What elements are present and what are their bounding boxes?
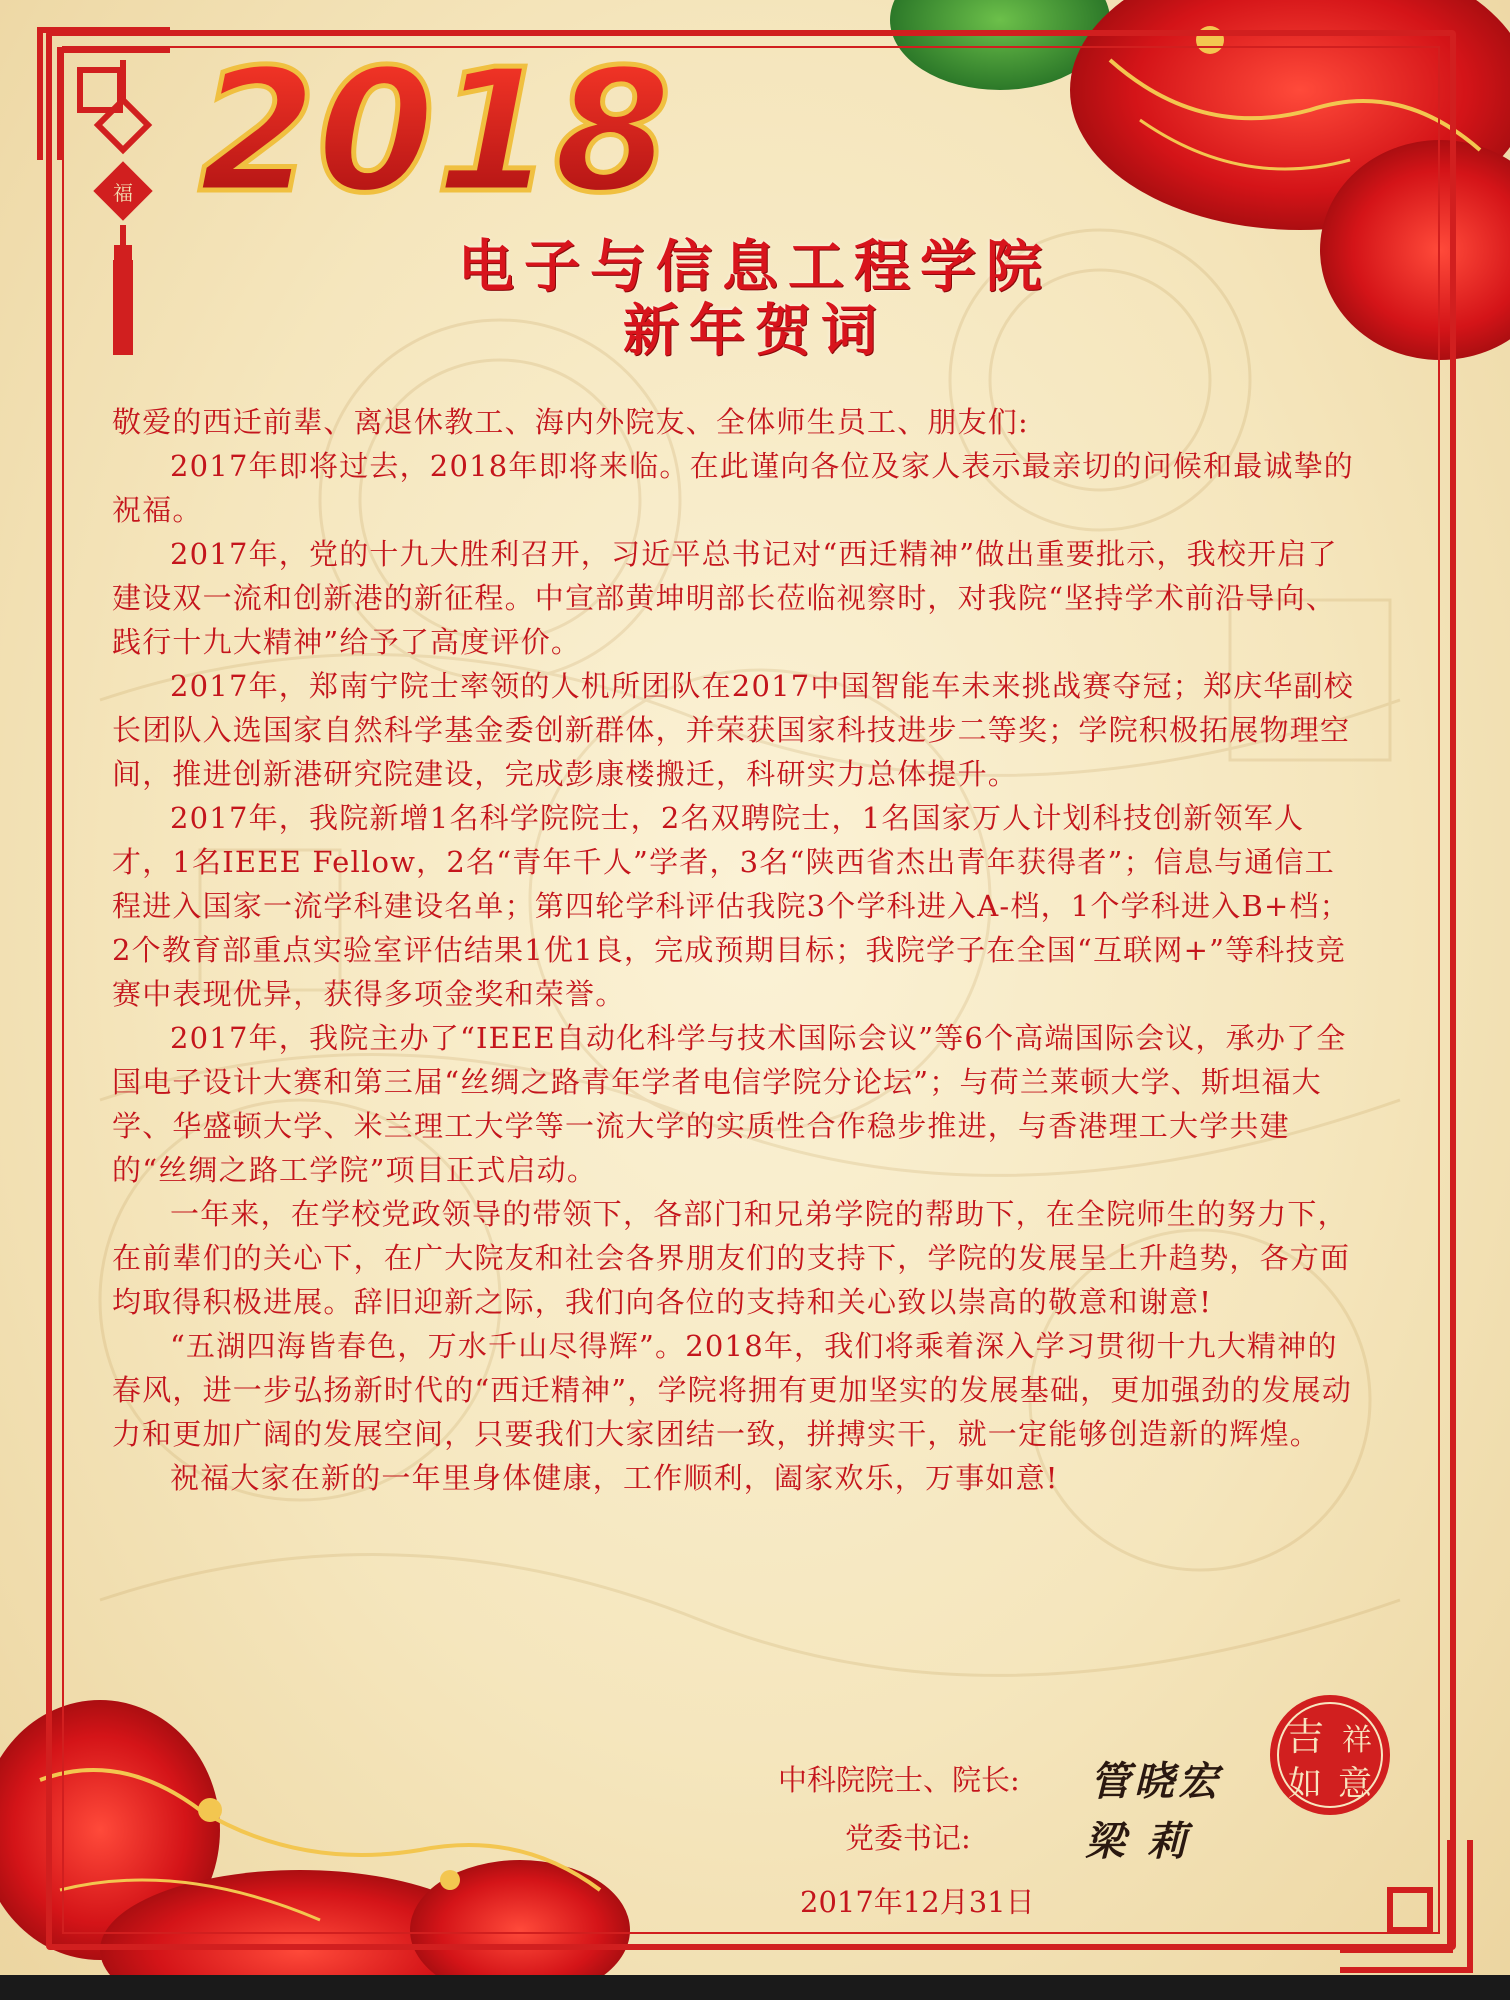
paragraph: 2017年即将过去，2018年即将来临。在此谨向各位及家人表示最亲切的问候和最诚挚的祝福。 [112, 449, 1355, 527]
paragraph: 2017年，我院新增1名科学院院士，2名双聘院士，1名国家万人计划科技创新领军人才，1名IEEE Fellow，2名“青年千人”学者，3名“陕西省杰出青年获得者”；信息与通信工程进入国家一流学科建设名单；第四轮学科评估我院3个学科进入A-档，1个学科进入B+档；2个教育部重点实验室评估结果1优1良，完成预期目标；我院学子在全国“互联网+”等科技竞赛中表现优异，获得多项金奖和荣誉。 [112, 801, 1350, 1011]
stamp-char: 意 [1338, 1764, 1372, 1804]
dean-signature: 管晓宏 [1090, 1758, 1222, 1805]
letter-date: 2017年12月31日 [800, 1885, 1035, 1919]
letter-body [112, 400, 1362, 1500]
paragraph: “五湖四海皆春色，万水千山尽得辉”。2018年，我们将乘着深入学习贯彻十九大精神的春风，进一步弘扬新时代的“西迁精神”，学院将拥有更加坚实的发展基础，更加强劲的发展动力和更加广阔的发展空间，只要我们大家团结一致，拼搏实干，就一定能够创造新的辉煌。 [112, 1329, 1353, 1451]
fortune-seal-stamp [1265, 1690, 1395, 1820]
paragraph: 2017年，我院主办了“IEEE自动化科学与技术国际会议”等6个高端国际会议，承办了全国电子设计大赛和第三届“丝绸之路青年学者电信学院分论坛”；与荷兰莱顿大学、斯坦福大学、华盛顿大学、米兰理工大学等一流大学的实质性合作稳步推进，与香港理工大学共建的“丝绸之路工学院”项目正式启动。 [112, 1021, 1347, 1187]
paragraph: 2017年，郑南宁院士率领的人机所团队在2017中国智能车未来挑战赛夺冠；郑庆华副校长团队入选国家自然科学基金委创新群体，并荣获国家科技进步二等奖；学院积极拓展物理空间，推进创新港研究院建设，完成彭康楼搬迁，科研实力总体提升。 [112, 669, 1355, 791]
dean-title: 中科院院士、院长: [778, 1763, 1020, 1797]
title-block [0, 235, 1510, 363]
lattice-ornament-bottom-right [1330, 1830, 1490, 1990]
salutation: 敬爱的西迁前辈、离退休教工、海内外院友、全体师生员工、朋友们: [112, 405, 1029, 439]
secretary-title: 党委书记: [845, 1821, 971, 1855]
title-line-1: 电子与信息工程学院 [458, 234, 1052, 300]
paragraph: 一年来，在学校党政领导的带领下，各部门和兄弟学院的帮助下，在全院师生的努力下，在前辈们的关心下，在广大院友和社会各界朋友们的支持下，学院的发展呈上升趋势，各方面均取得积极进展。辞旧迎新之际，我们向各位的支持和关心致以崇高的敬意和谢意! [112, 1197, 1351, 1319]
year-logo [198, 30, 672, 231]
paragraph: 2017年，党的十九大胜利召开，习近平总书记对“西迁精神”做出重要批示，我校开启了建设双一流和创新港的新征程。中宣部黄坤明部长莅临视察时，对我院“坚持学术前沿导向、践行十九大精神”给予了高度评价。 [112, 537, 1338, 659]
knot-char: 福 [113, 181, 133, 205]
stamp-char: 如 [1288, 1764, 1322, 1804]
stamp-char: 祥 [1342, 1723, 1372, 1758]
secretary-signature: 梁 莉 [1085, 1818, 1191, 1865]
paragraph: 祝福大家在新的一年里身体健康，工作顺利，阖家欢乐，万事如意! [170, 1461, 1059, 1495]
bottom-edge [0, 1975, 1510, 2000]
title-line-2: 新年贺词 [623, 298, 887, 364]
year-text: 2018 [198, 33, 672, 231]
stamp-char: 吉 [1285, 1715, 1325, 1759]
